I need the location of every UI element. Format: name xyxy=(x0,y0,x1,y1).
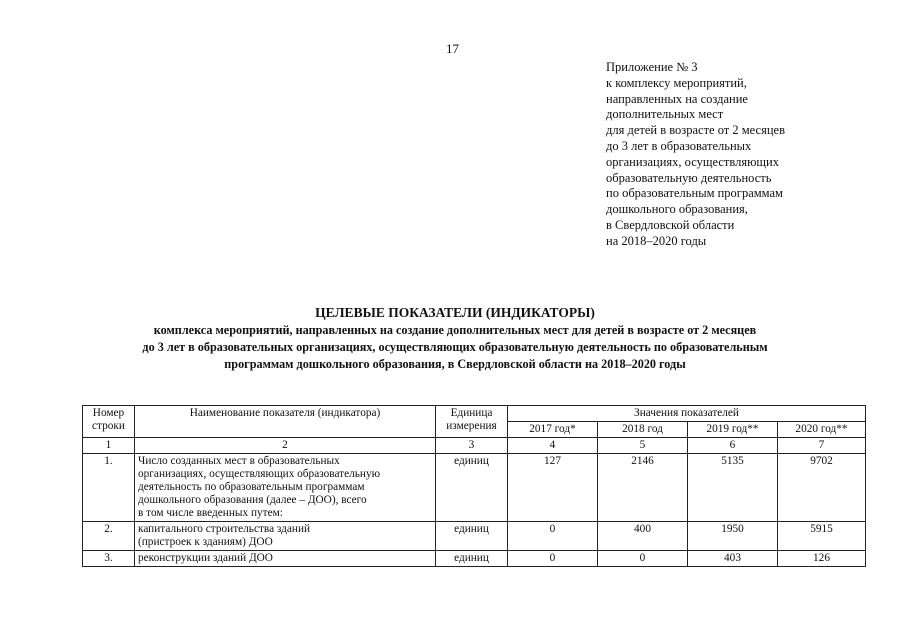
header-values-group: Значения показателей xyxy=(508,406,866,422)
value-2020: 126 xyxy=(778,551,866,567)
value-2019: 5135 xyxy=(688,454,778,522)
appendix-line: до 3 лет в образовательных xyxy=(606,138,752,153)
indicators-table xyxy=(82,405,866,567)
table-row xyxy=(83,551,866,567)
value-2017: 0 xyxy=(508,551,598,567)
header-text: измерения xyxy=(446,420,497,432)
appendix-line: на 2018–2020 годы xyxy=(606,233,707,248)
appendix-line: Приложение № 3 xyxy=(606,60,698,74)
indicator-name-line: в том числе введенных путем: xyxy=(138,507,283,519)
subtitle-line: комплекса мероприятий, направленных на создание дополнительных мест для детей в возрасте от 2 месяцев xyxy=(153,323,757,337)
header-year: 2020 год** xyxy=(778,422,866,438)
value-2017: 0 xyxy=(508,522,598,551)
column-number: 1 xyxy=(83,438,135,454)
indicator-name xyxy=(135,522,436,551)
appendix-line: дошкольного образования, xyxy=(606,202,748,217)
indicator-name-line: дошкольного образования (далее – ДОО), всего xyxy=(138,494,367,506)
row-number: 1. xyxy=(83,454,135,522)
appendix-line: направленных на создание xyxy=(606,91,748,106)
subtitle-line: до 3 лет в образовательных организациях, осуществляющих образовательную деятельность по образовательным xyxy=(142,340,768,354)
table-header-row xyxy=(83,406,866,422)
appendix-line: образовательную деятельность xyxy=(606,170,772,185)
value-2019: 1950 xyxy=(688,522,778,551)
header-year: 2019 год** xyxy=(688,422,778,438)
indicator-name-line: реконструкции зданий ДОО xyxy=(138,552,273,564)
column-number: 5 xyxy=(598,438,688,454)
indicator-name-line: Число созданных мест в образовательных xyxy=(138,455,340,467)
appendix-line: к комплексу мероприятий, xyxy=(606,75,747,90)
unit-cell: единиц xyxy=(436,454,508,522)
title-block xyxy=(60,304,850,373)
page-number: 17 xyxy=(446,41,459,56)
value-2018: 400 xyxy=(598,522,688,551)
column-number: 6 xyxy=(688,438,778,454)
column-number-row xyxy=(83,438,866,454)
appendix-note xyxy=(606,60,785,250)
value-2019: 403 xyxy=(688,551,778,567)
indicator-name-line: (пристроек к зданиям) ДОО xyxy=(138,536,273,548)
header-year: 2017 год* xyxy=(508,422,598,438)
row-number: 2. xyxy=(83,522,135,551)
header-unit xyxy=(436,406,508,438)
appendix-line: в Свердловской области xyxy=(606,217,735,232)
appendix-line: дополнительных мест xyxy=(606,107,724,122)
header-text: Номер xyxy=(92,407,125,419)
appendix-line: организациях, осуществляющих xyxy=(606,154,779,169)
header-row-number xyxy=(83,406,135,438)
header-year: 2018 год xyxy=(598,422,688,438)
document-title: ЦЕЛЕВЫЕ ПОКАЗАТЕЛИ (ИНДИКАТОРЫ) xyxy=(315,305,595,320)
indicator-name-line: организациях, осуществляющих образовательную xyxy=(138,468,381,480)
column-number: 7 xyxy=(778,438,866,454)
column-number: 2 xyxy=(135,438,436,454)
value-2020: 5915 xyxy=(778,522,866,551)
indicator-name-line: деятельность по образовательным программам xyxy=(138,481,365,493)
column-number: 4 xyxy=(508,438,598,454)
indicator-name-line: капитального строительства зданий xyxy=(138,523,311,535)
header-text: Единица xyxy=(450,407,493,419)
indicator-name xyxy=(135,454,436,522)
row-number: 3. xyxy=(83,551,135,567)
value-2017: 127 xyxy=(508,454,598,522)
value-2018: 2146 xyxy=(598,454,688,522)
subtitle-line: программам дошкольного образования, в Свердловской области на 2018–2020 годы xyxy=(224,357,686,371)
table-row xyxy=(83,522,866,551)
column-number: 3 xyxy=(436,438,508,454)
value-2018: 0 xyxy=(598,551,688,567)
header-indicator-name xyxy=(135,406,436,438)
header-text: Наименование показателя (индикатора) xyxy=(189,407,381,419)
appendix-line: для детей в возрасте от 2 месяцев xyxy=(606,123,785,138)
unit-cell: единиц xyxy=(436,551,508,567)
unit-cell: единиц xyxy=(436,522,508,551)
appendix-line: по образовательным программам xyxy=(606,186,783,201)
value-2020: 9702 xyxy=(778,454,866,522)
document-subtitle xyxy=(60,322,850,373)
indicator-name xyxy=(135,551,436,567)
header-text: строки xyxy=(92,420,125,432)
table-row xyxy=(83,454,866,522)
